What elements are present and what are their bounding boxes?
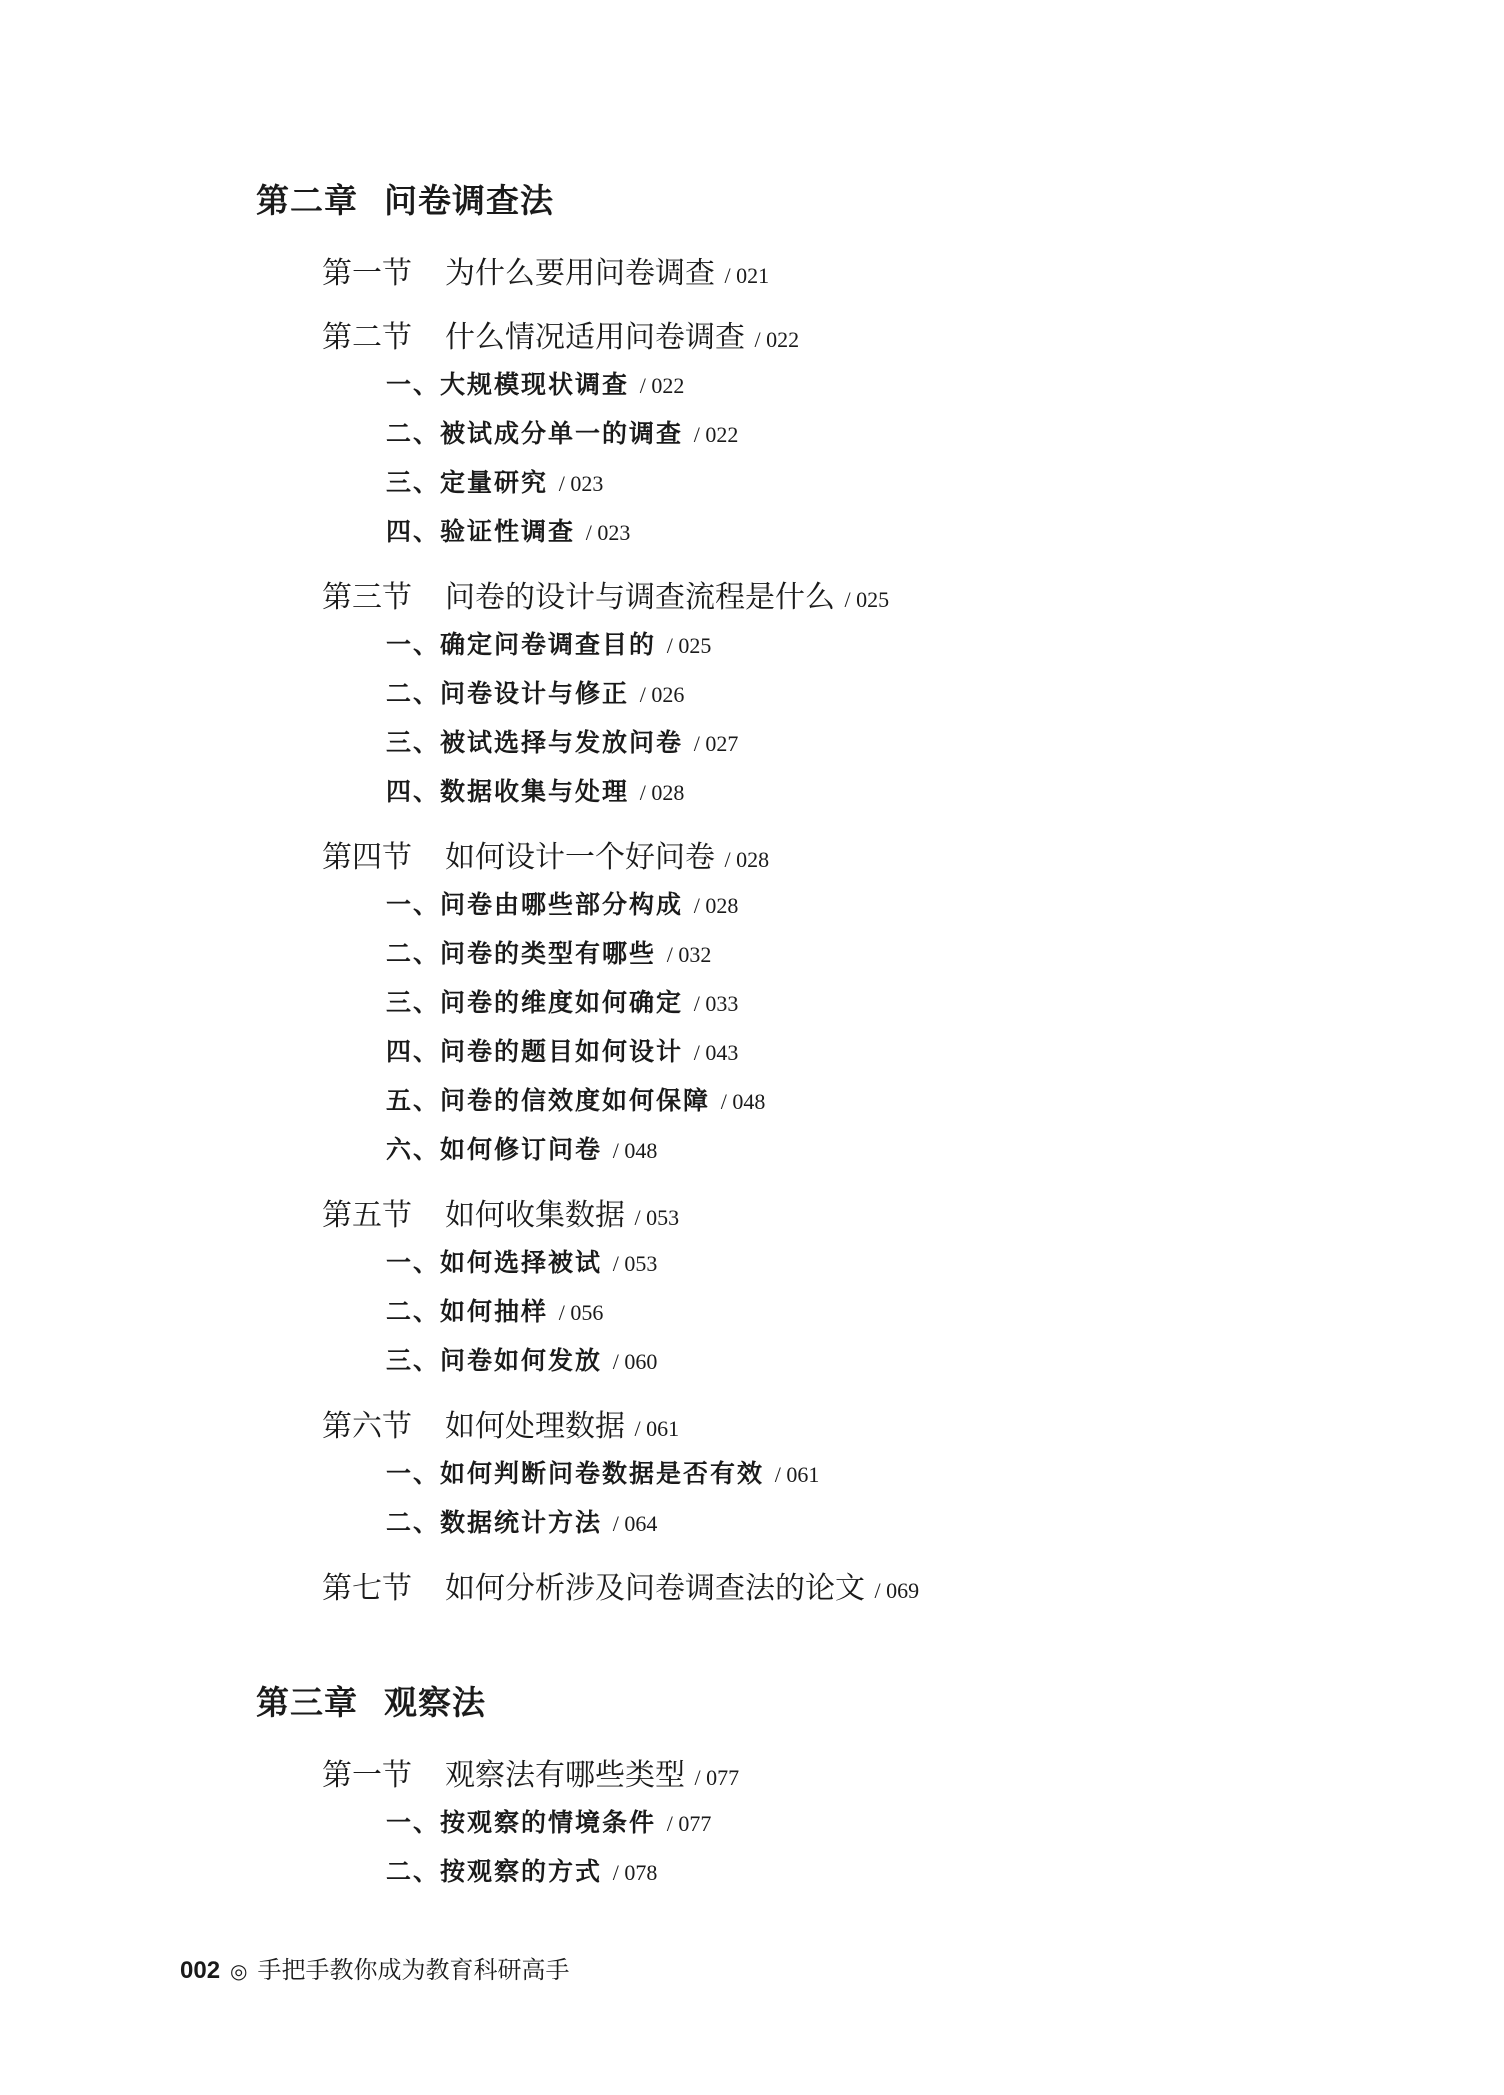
chapter-number: 第三章 [256, 1683, 358, 1722]
section-number: 第一节 [322, 1758, 412, 1793]
toc-item[interactable] [386, 1503, 657, 1539]
page-number: / 028 [639, 780, 685, 805]
section-title: 为什么要用问卷调查 [445, 256, 715, 291]
section-title: 观察法有哪些类型 [445, 1758, 685, 1793]
item-title: 二、数据统计方法 [386, 1508, 603, 1537]
item-title: 二、问卷的类型有哪些 [386, 939, 657, 968]
page-number: / 077 [694, 1765, 740, 1790]
page-number: / 032 [666, 942, 712, 967]
page-number: / 033 [693, 991, 739, 1016]
item-title: 三、定量研究 [386, 468, 549, 497]
item-title: 一、问卷由哪些部分构成 [386, 890, 684, 919]
book-title: 手把手教你成为教育科研高手 [257, 1956, 570, 1984]
item-title: 四、问卷的题目如何设计 [386, 1037, 684, 1066]
toc-section[interactable] [322, 1401, 679, 1445]
toc-section[interactable] [322, 312, 799, 356]
item-title: 一、如何选择被试 [386, 1248, 603, 1277]
toc-section[interactable] [322, 572, 889, 616]
folio-number: 002 [180, 1957, 221, 1984]
item-title: 三、问卷如何发放 [386, 1346, 603, 1375]
chapter-title: 观察法 [384, 1683, 486, 1722]
chapter-title: 问卷调查法 [384, 181, 554, 220]
section-title: 如何处理数据 [445, 1409, 625, 1444]
item-title: 二、问卷设计与修正 [386, 679, 630, 708]
page-number: / 053 [612, 1251, 658, 1276]
item-title: 三、被试选择与发放问卷 [386, 728, 684, 757]
page-number: / 025 [666, 633, 712, 658]
toc-item[interactable] [386, 1341, 657, 1377]
item-title: 二、如何抽样 [386, 1297, 549, 1326]
toc-item[interactable] [386, 1852, 657, 1888]
toc-item[interactable] [386, 1243, 657, 1279]
section-number: 第一节 [322, 256, 412, 291]
section-number: 第三节 [322, 580, 412, 615]
page-number: / 048 [720, 1089, 766, 1114]
toc-item[interactable] [386, 1032, 738, 1068]
toc-item[interactable] [386, 934, 711, 970]
toc-item[interactable] [386, 885, 738, 921]
page-number: / 061 [774, 1462, 820, 1487]
item-title: 六、如何修订问卷 [386, 1135, 603, 1164]
page-number: / 077 [666, 1811, 712, 1836]
item-title: 二、被试成分单一的调查 [386, 419, 684, 448]
toc-item[interactable] [386, 1081, 765, 1117]
toc-item[interactable] [386, 1130, 657, 1166]
section-title: 问卷的设计与调查流程是什么 [445, 580, 835, 615]
toc-item[interactable] [386, 512, 630, 548]
page-number: / 023 [558, 471, 604, 496]
section-number: 第七节 [322, 1571, 412, 1606]
section-number: 第二节 [322, 320, 412, 355]
toc-item[interactable] [386, 983, 738, 1019]
page-number: / 028 [693, 893, 739, 918]
page-number: / 021 [724, 263, 770, 288]
page-number: / 028 [724, 847, 770, 872]
page-number: / 053 [634, 1205, 680, 1230]
page-number: / 022 [693, 422, 739, 447]
section-number: 第六节 [322, 1409, 412, 1444]
toc-item[interactable] [386, 674, 684, 710]
item-title: 四、数据收集与处理 [386, 777, 630, 806]
toc-item[interactable] [386, 414, 738, 450]
page-number: / 061 [634, 1416, 680, 1441]
section-title: 如何分析涉及问卷调查法的论文 [445, 1571, 865, 1606]
item-title: 三、问卷的维度如何确定 [386, 988, 684, 1017]
page-number: / 043 [693, 1040, 739, 1065]
section-title: 如何收集数据 [445, 1198, 625, 1233]
section-number: 第五节 [322, 1198, 412, 1233]
page-number: / 060 [612, 1349, 658, 1374]
page-number: / 064 [612, 1511, 658, 1536]
chapter-heading [256, 175, 554, 222]
toc-item[interactable] [386, 723, 738, 759]
item-title: 五、问卷的信效度如何保障 [386, 1086, 711, 1115]
toc-item[interactable] [386, 365, 684, 401]
toc-section[interactable] [322, 1750, 739, 1794]
chapter-heading [256, 1677, 486, 1724]
item-title: 一、确定问卷调查目的 [386, 630, 657, 659]
page-number: / 078 [612, 1860, 658, 1885]
item-title: 一、按观察的情境条件 [386, 1808, 657, 1837]
page-number: / 056 [558, 1300, 604, 1325]
page-footer [180, 1950, 570, 1985]
page-number: / 022 [639, 373, 685, 398]
page-number: / 069 [874, 1578, 920, 1603]
toc-item[interactable] [386, 772, 684, 808]
item-title: 一、如何判断问卷数据是否有效 [386, 1459, 765, 1488]
toc-item[interactable] [386, 625, 711, 661]
toc-section[interactable] [322, 1190, 679, 1234]
page-number: / 026 [639, 682, 685, 707]
section-title: 如何设计一个好问卷 [445, 840, 715, 875]
toc-item[interactable] [386, 1292, 603, 1328]
item-title: 四、验证性调查 [386, 517, 576, 546]
page-number: / 048 [612, 1138, 658, 1163]
toc-section[interactable] [322, 248, 769, 292]
section-title: 什么情况适用问卷调查 [445, 320, 745, 355]
page-number: / 027 [693, 731, 739, 756]
toc-section[interactable] [322, 832, 769, 876]
toc-section[interactable] [322, 1563, 919, 1607]
section-number: 第四节 [322, 840, 412, 875]
footer-separator-icon: ◎ [230, 1959, 248, 1983]
toc-item[interactable] [386, 1454, 819, 1490]
item-title: 一、大规模现状调查 [386, 370, 630, 399]
page-number: / 025 [844, 587, 890, 612]
item-title: 二、按观察的方式 [386, 1857, 603, 1886]
toc-item[interactable] [386, 463, 603, 499]
page-number: / 023 [585, 520, 631, 545]
toc-item[interactable] [386, 1803, 711, 1839]
chapter-number: 第二章 [256, 181, 358, 220]
page-number: / 022 [754, 327, 800, 352]
